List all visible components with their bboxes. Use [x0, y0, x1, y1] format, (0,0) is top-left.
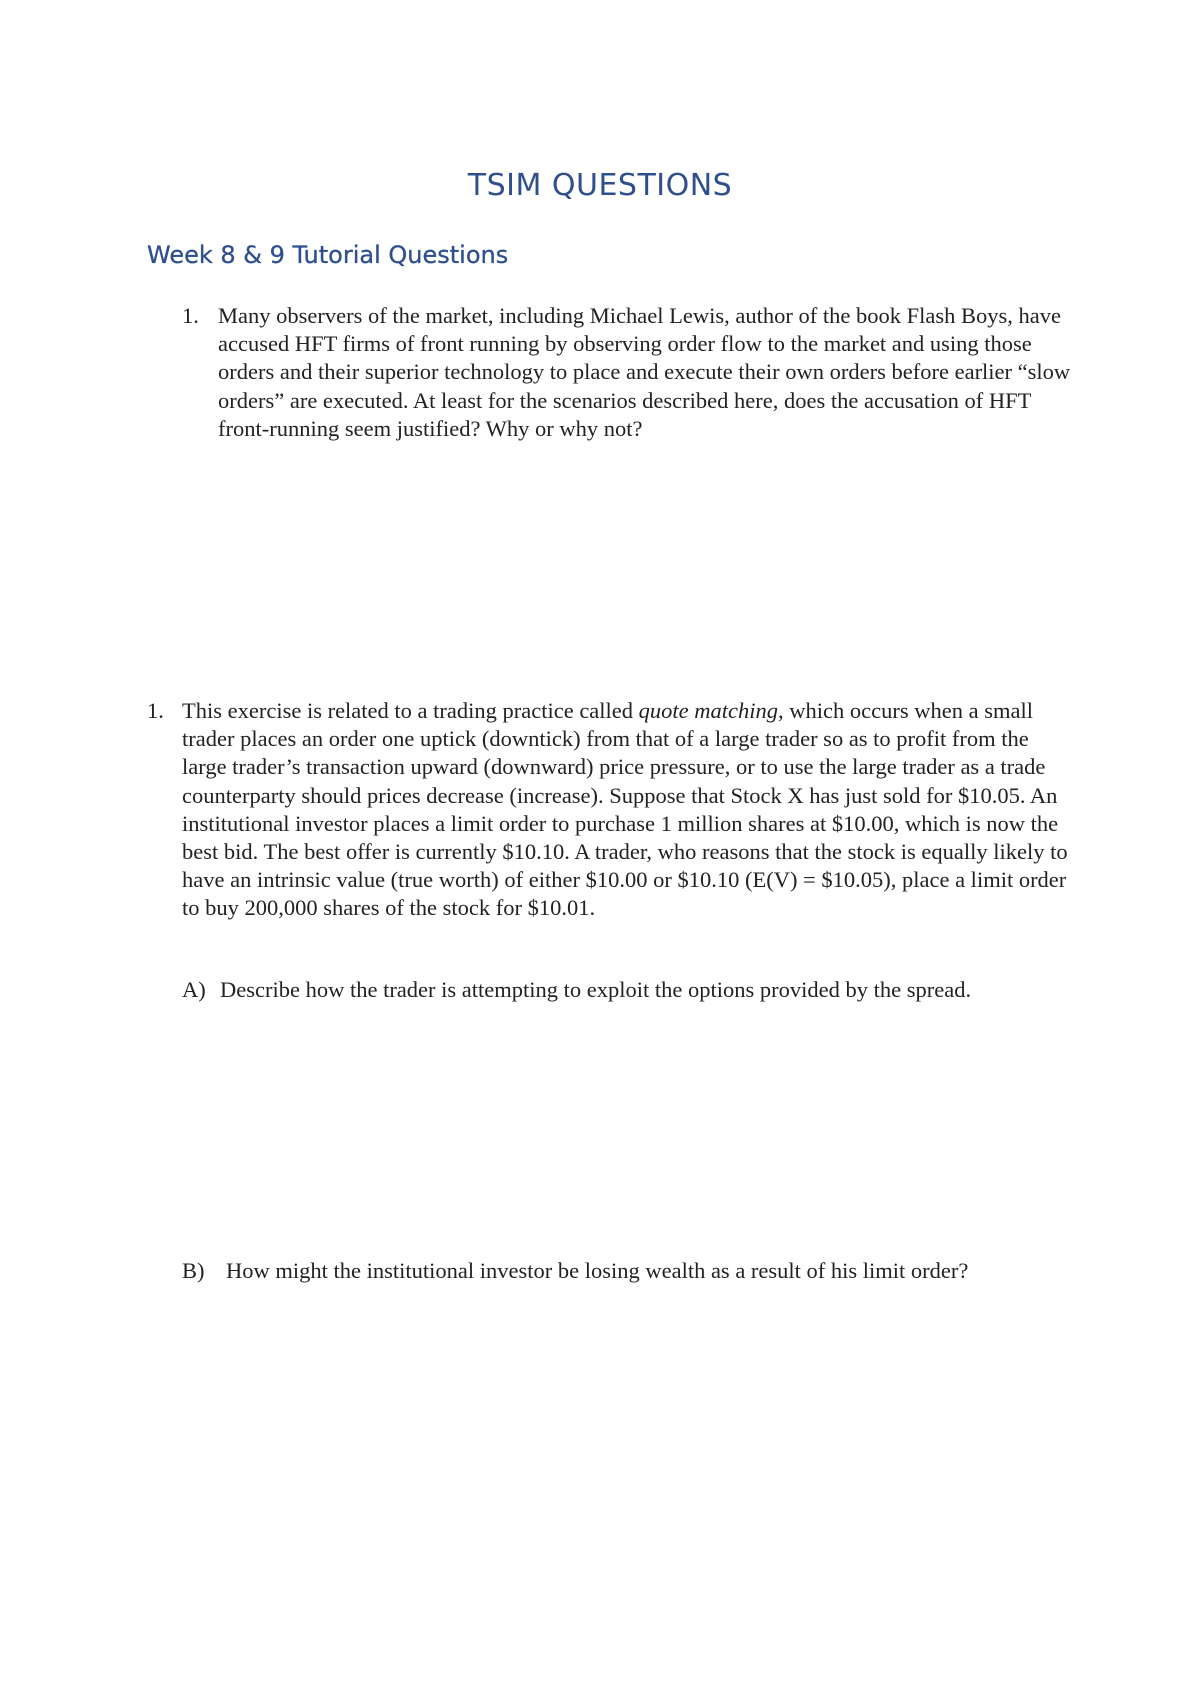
- question-2-emphasis: quote matching: [638, 698, 779, 723]
- question-2-text-end: , which occurs when a small trader places an order one uptick (downtick) from that of a large trader so as to profit from the large trader’s transaction upward (downward) price pressure, or to use the large trader as a trade counterparty should prices decrease (increase). Suppose that Stock X has just sold for $10.05. An institutional investor places a limit order to purchase 1 million shares at $10.00, which is now the best bid. The best offer is currently $10.10. A trader, who reasons that the stock is equally likely to have an intrinsic value (true worth) of either $10.00 or $10.10 (E(V) = $10.05), place a limit order to buy 200,000 shares of the stock for $10.01.: [182, 698, 1068, 921]
- sub-question-a-text: Describe how the trader is attempting to exploit the options provided by the spread.: [220, 977, 972, 1002]
- section-heading: Week 8 & 9 Tutorial Questions: [147, 241, 509, 269]
- question-2-text: [182, 697, 1078, 923]
- document-title: TSIM QUESTIONS: [467, 168, 733, 203]
- question-1-number: 1.: [182, 303, 199, 328]
- question-2-text-start: This exercise is related to a trading practice called: [182, 698, 639, 723]
- sub-question-a: [182, 976, 971, 1004]
- question-1-text: Many observers of the market, including Michael Lewis, author of the book Flash Boys, have accused HFT firms of front running by observing order flow to the market and using those orders and their superior technology to place and execute their own orders before earlier “slow orders” are executed. At least for the scenarios described here, does the accusation of HFT front-running seem justified? Why or why not?: [218, 303, 1071, 441]
- sub-question-a-label: A): [182, 977, 206, 1002]
- sub-question-b-label: B): [182, 1258, 205, 1283]
- sub-question-b-text: How might the institutional investor be losing wealth as a result of his limit order?: [226, 1258, 969, 1283]
- sub-question-b: [182, 1257, 968, 1285]
- question-2-number: 1.: [147, 698, 164, 723]
